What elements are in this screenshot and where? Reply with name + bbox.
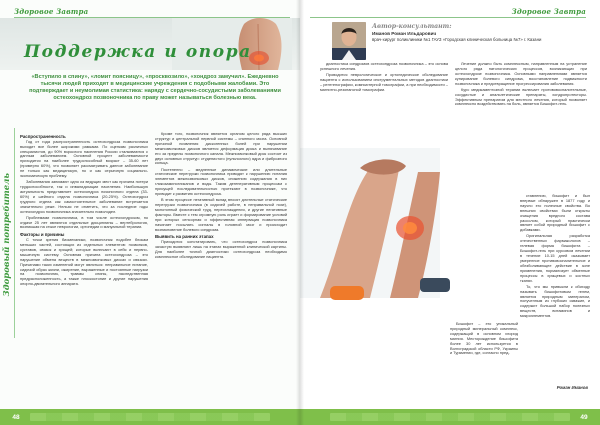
subheading: Выявить на ранних этапах bbox=[155, 234, 214, 239]
paragraph: Год от года распространенность остеохондроза позвоночника выходит все более широкими рамками. По оценкам различных специалистов, до 90% взрослого населения России сталкиваются с данным заболеванием. Основной процент заболеваемости приходится на наиболее трудоспособный возраст – 35-60 лет (примерно 60%), что позволяет рассматривать данное заболевание не только как медицинскую, но и как серьезную социально-экономическую проблему. bbox=[20, 138, 148, 179]
runner-knee-photo bbox=[300, 128, 520, 318]
header-rule bbox=[310, 17, 586, 18]
subheading: Распространенность bbox=[20, 133, 66, 139]
right-column-1 bbox=[320, 62, 448, 126]
consultant-photo bbox=[332, 22, 366, 60]
consultant-position: врач-хирург поликлиники №1 ГАУЗ «Городская клиническая больница №7» г. Казани bbox=[372, 37, 542, 42]
paragraph: диагностика синдромов остеохондроза позвоночника – это основа успешного лечения. bbox=[320, 62, 448, 71]
right-column-3 bbox=[520, 194, 590, 404]
footer-decor bbox=[330, 413, 570, 421]
section-label-text: Здоровый потребитель bbox=[2, 173, 12, 297]
subheading: Факторы и причины bbox=[20, 231, 65, 237]
paragraph: С точки зрения биомеханики, позвоночник подобен блокам меньших частей, состоящих из отдельных элементов: позвонков, суставов, связок и хрящей; которые включают в себя и нервно-мышечную систему. Основная причина остеохондроза – это нарушение обмена веществ в межпозвонковых дисках и связках. Причинами таких изменений могут являться: неправильное питание, сидячий образ жизни, ожирение, выраженные и постоянные нагрузки на позвоночник, травмы спины, наследственная предрасположенность, а также плоскостопие и другие нарушения опорно-двигательного аппарата. bbox=[20, 237, 148, 287]
knee-pain-illustration bbox=[300, 128, 520, 318]
footer-decor bbox=[30, 413, 270, 421]
paragraph: Оригинальная разработка отечественных фармакологов – гелевая форма бишофита – Бишофит-гель при курсовом лечении в течение 10-15 дней оказывает умеренное противовоспалительное и обезболивающее действие в зоне применения, нормализует обменные процессы в хрящевых и костных тканях. bbox=[520, 233, 590, 283]
footer-bar bbox=[0, 409, 300, 425]
footer-bar bbox=[300, 409, 600, 425]
paragraph: Проблемами позвоночника, в том числе остеохондрозом, по отдаче 25 лет являются отдельные дисциплины – вертебрология, возникшая на стыке неврологии, ортопедии и мануальной терапии. bbox=[20, 214, 148, 230]
running-head: Здоровое Завтра bbox=[14, 7, 89, 16]
page-number: 48 bbox=[12, 413, 20, 421]
right-column-bottom bbox=[450, 322, 518, 404]
consultant-label: Автор-консультант: bbox=[372, 23, 452, 30]
spine-gutter bbox=[296, 0, 304, 425]
paragraph: ставлению, бишофит и был впервые обнаружен в 1877 году и научно его полезные свойства. Во внешних свойствах были открыты очищения вредного состава рассолом, который практически являет собой природный бишофит с добавками. bbox=[520, 194, 590, 233]
paragraph: В этом процессе негативный вклад вносят длительные статические перегрузки позвоночника (в сидячей работе, в неправильной позе), монотонный физический труд, переохлаждения, и другие негативные факторы. Вместе с тем огромную роль играет и формирование условий при которых сенсорная и эффективная иннервация позвоночника начинает посылать сигналы в головной мозг и происходит возникновение болевого синдрома. bbox=[155, 197, 287, 232]
paragraph: Кроме того, позвоночник является органом целого ряда высших структур и центральной нервной системы – спинного мозга. Основной причиной появления дискогенных болей при нарушении межпозвонковых дисков является деформация диска и выпячивание его за пределы позвоночного канала. Межпозвонковый диск состоит из двух основных структур: студенистого (пульпозного) ядра и фиброзного кольца. bbox=[155, 132, 287, 166]
section-rule bbox=[14, 128, 15, 338]
running-head: Здоровое Завтра bbox=[511, 7, 586, 16]
paragraph: То, что мы привыкли к обиходу называть бишофитовым гелем, является природным минералом, полученным из глубоких скважин, и содержит большой набор полезных веществ, витаминов и микроэлементов. bbox=[520, 283, 590, 319]
paragraph: Постепенно – медленные динамические или длительные статические перегрузки позвоночника приводят к нарушению питания элементов межпозвонковых дисков, снижению содержания в них гликозаминогликанов и воды. Таким дегенеративным процессам с присущей последовательностью протекают в позвоночнике, что приводит к развитию остеохондроза. bbox=[155, 166, 287, 197]
left-column-2 bbox=[155, 132, 287, 400]
article-lead: «Вступило в спину», «ломит поясницу», «просквозило», «хондроз замучил». Ежедневно тысячи людей приходят в медицинские учреждения с подобными жалобами. Это подтверждает и неумолимая статистика: наряду с сердечно-сосудистыми заболеваниями остеохондроз позвоночника по праву может называться болезнью века. bbox=[29, 74, 281, 101]
paragraph: Бишофит – это уникальный природный минеральный комплекс, содержащий в основном хлорид магния. Месторождение бишофита более 30 лет используется в Волгоградской области РФ, Украины и Туркмении, где, согласно пред- bbox=[450, 322, 518, 356]
paragraph: Приходится констатировать, что остеохондроз позвоночника зачастую выявляют лишь на этапах выраженной клинической картины. Для наиболее точной диагностики остеохондроза необходимо комплексное обследование пациента. bbox=[155, 239, 287, 259]
paragraph: Заболевания занимают одно из ведущих мест как причина потери трудоспособности, так и инвалидизации населения. Наибольшую актуальность представляет остеохондроз поясничного отдела (33-60%) и шейного отдела позвоночника (20-25%). Остеохондроз грудного отдела как самостоятельное заболевание встречается значительно реже. Нельзя не отметить, что за последние годы остеохондроз позвоночника значительно помолодел. bbox=[20, 179, 148, 214]
paragraph: Лечение должно быть комплексным, направленным на устранение целого ряда патологических процессов, возникающих при остеохондрозе позвоночника. Основными направлениями является купирование болевого синдрома, восстановление подвижности позвоночника и предотвращение прогрессирования заболевания. bbox=[455, 62, 587, 86]
avatar bbox=[332, 22, 366, 60]
article-title: Поддержка и опора bbox=[24, 42, 252, 62]
consultant-name: Иманов Роман Ильдарович bbox=[372, 31, 437, 36]
right-page bbox=[300, 0, 600, 425]
paragraph: Проводится неврологическое и ортопедическое обследование пациента с использованием инструментальных методов диагностики – рентгенографии, компьютерной томографии, а при необходимости – магнитно-резонансной томографии. bbox=[320, 72, 448, 92]
paragraph: Курс медикаментозной терапии включает противовоспалительные, сосудистые и анальгетические препараты, хондропротекторы. Эффективным препаратом для местного лечения, который позволяет комплексно воздействовать на боль, является Бишофит-гель. bbox=[455, 86, 587, 107]
author-signature: Роман Иманов bbox=[556, 385, 588, 390]
section-label bbox=[1, 140, 13, 330]
left-column-1 bbox=[20, 132, 148, 400]
consultant-block bbox=[312, 22, 592, 60]
page-number: 49 bbox=[580, 413, 588, 421]
